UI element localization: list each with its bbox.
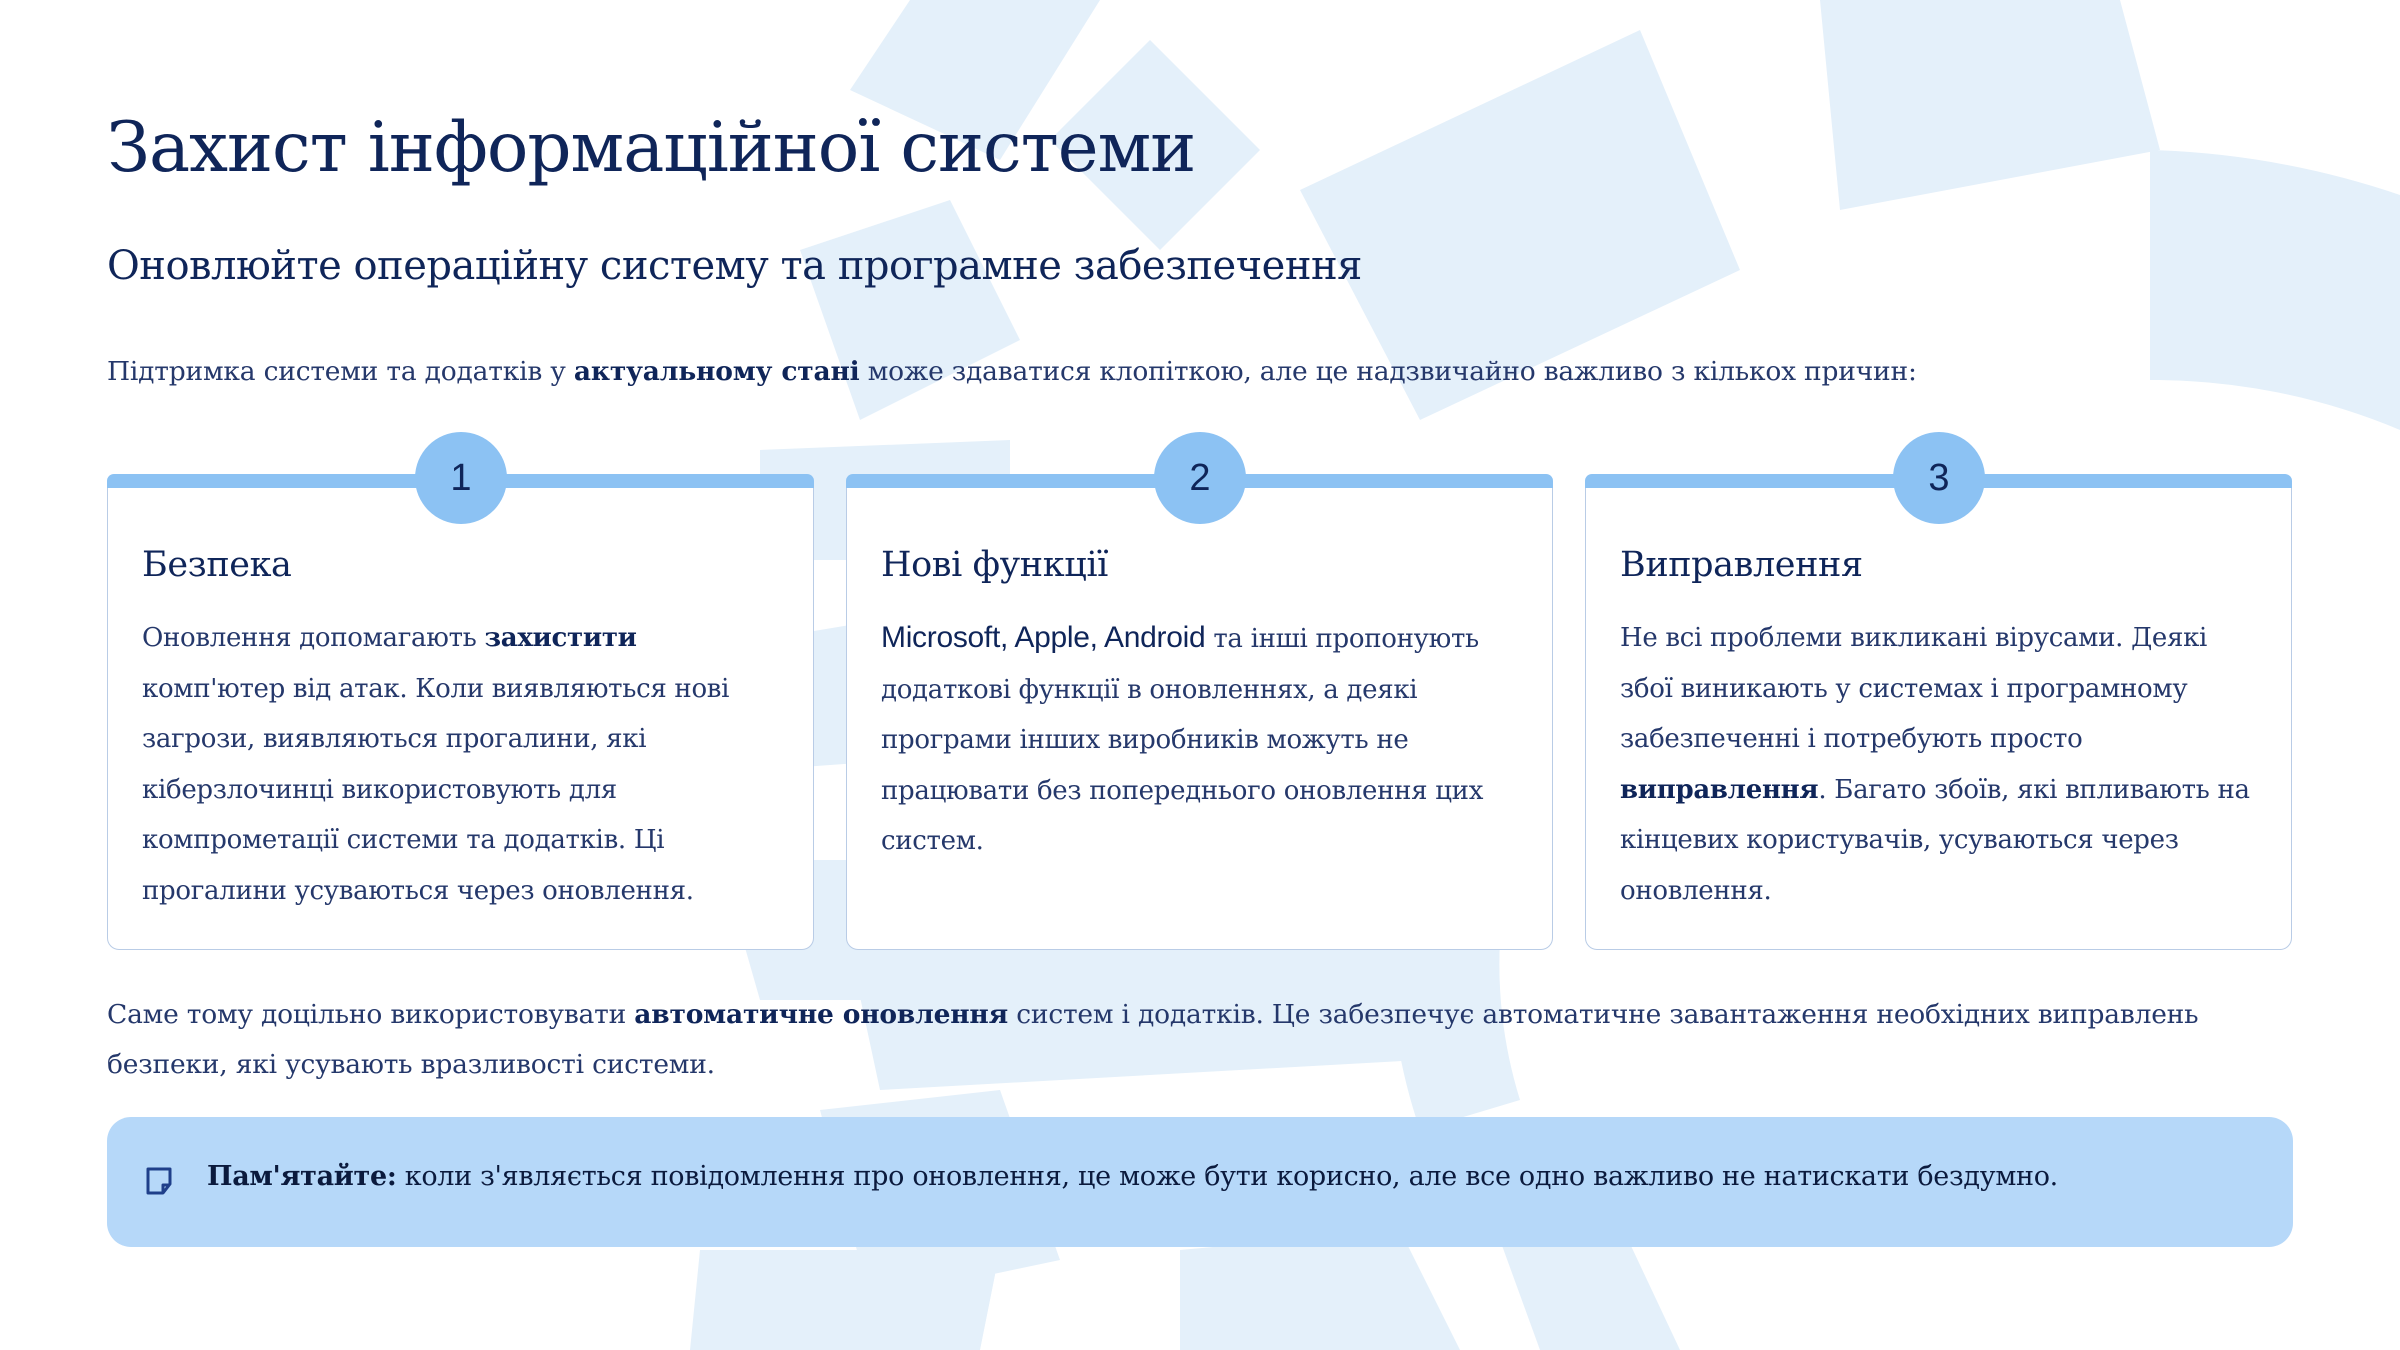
intro-text-before: Підтримка системи та додатків у [107,356,574,387]
card-title: Виправлення [1620,545,1863,585]
page-subtitle: Оновлюйте операційну систему та програмне забезпечення [107,243,1362,289]
card-body-emphasis: виправлення [1620,774,1819,805]
outro-text-before: Саме тому доцільно використовувати [107,999,635,1030]
card-number-badge: 2 [1154,432,1246,524]
card-title: Нові функції [881,545,1108,585]
card-body [1620,613,2260,916]
intro-text-after: може здаватися клопіткою, але це надзвичайно важливо з кількох причин: [859,356,1917,387]
note-icon [143,1165,175,1197]
card-body-text: комп'ютер від атак. Коли виявляються нові загрози, виявляються прогалини, які кіберзлочинці використовують для компрометації системи та додатків. Ці прогалини усуваються через оновлення. [142,673,730,906]
page-title: Захист інформаційної системи [107,108,1196,188]
card-body [142,613,782,916]
intro-emphasis: актуальному стані [573,356,860,387]
card-security [107,474,814,950]
reason-cards [107,432,2293,952]
card-fixes [1585,474,2292,950]
outro-emphasis: автоматичне оновлення [634,999,1008,1030]
outro-text-after: систем і додатків. Це забезпечує автоматичне завантаження необхідних виправлень безпеки, які усувають вразливості системи. [107,999,2199,1080]
card-new-features [846,474,1553,950]
reminder-label: Пам'ятайте: [207,1161,397,1192]
card-body [881,613,1521,867]
reminder-text [207,1161,2058,1192]
card-body-text: та інші пропонують додаткові функції в оновленнях, а деякі програми інших виробників можуть не працювати без попереднього оновлення цих систем. [881,624,1484,856]
intro-paragraph [107,356,1917,387]
card-body-text: . Багато збоїв, які впливають на кінцевих користувачів, усуваються через оновлення. [1620,774,2250,906]
card-body-text: Оновлення допомагають [142,623,485,653]
card-number-badge: 3 [1893,432,1985,524]
card-number-badge: 1 [415,432,507,524]
reminder-message: коли з'являється повідомлення про оновлення, це може бути корисно, але все одно важливо не натискати бездумно. [396,1161,2058,1192]
outro-paragraph [107,990,2307,1090]
reminder-callout [107,1117,2293,1247]
card-body-emphasis: захистити [484,623,637,653]
card-body-text: Не всі проблеми викликані вірусами. Деякі збої виникають у системах і програмному забезпеченні і потребують просто [1620,623,2208,754]
card-title: Безпека [142,545,292,585]
card-body-brands: Microsoft, Apple, Android [881,621,1206,654]
